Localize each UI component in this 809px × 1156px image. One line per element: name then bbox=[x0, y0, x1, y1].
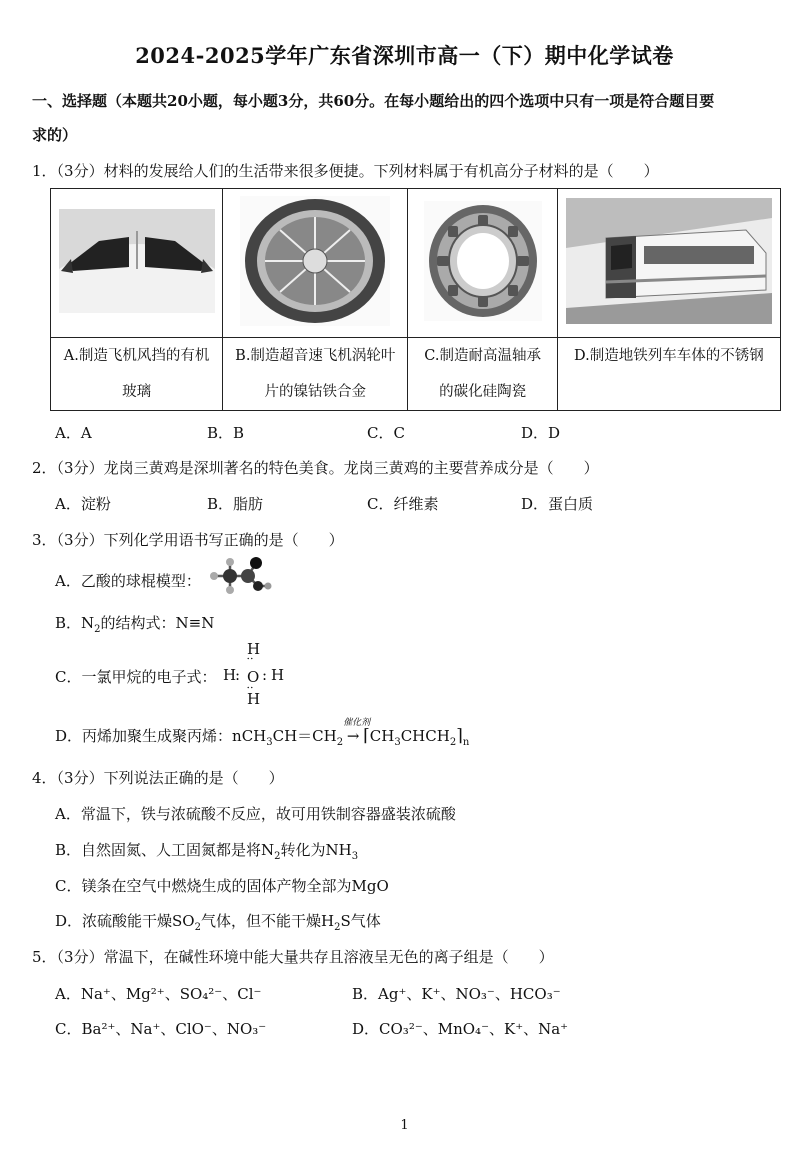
chloromethane-electron-formula bbox=[218, 640, 288, 708]
q3-d-poly2: CHCH bbox=[400, 727, 450, 745]
q1-caption-b-line2: 片的镍钴铁合金 bbox=[264, 384, 367, 400]
q3-option-a: A．乙酸的球棍模型： bbox=[55, 572, 201, 590]
q4-d-post: S气体 bbox=[340, 912, 381, 930]
ef-dots-top: : bbox=[244, 656, 258, 661]
q4-option-d bbox=[55, 910, 381, 933]
q5-option-c: C．Ba²⁺、Na⁺、ClO⁻、NO₃⁻ bbox=[55, 1020, 267, 1038]
q3-d-sub-3a: 3 bbox=[266, 737, 273, 748]
q4-d-text: D．浓硫酸能干燥SO bbox=[55, 912, 195, 930]
q4-option-b bbox=[55, 839, 358, 862]
catalyst-label: 催化剂 bbox=[343, 718, 371, 728]
q3-d-sub-3b: 3 bbox=[394, 737, 401, 748]
q4-d-sub1: 2 bbox=[194, 922, 201, 933]
q2-stem: 2．（3分）龙岗三黄鸡是深圳著名的特色美食。龙岗三黄鸡的主要营养成分是（ ） bbox=[32, 459, 599, 477]
q4-option-a: A．常温下，铁与浓硫酸不反应，故可用铁制容器盛装浓硫酸 bbox=[55, 805, 456, 823]
jet-turbine-image bbox=[240, 196, 390, 326]
q4-d-mid: 气体，但不能干燥H bbox=[200, 912, 335, 930]
ef-dots-left: : bbox=[235, 666, 241, 684]
q3-d-sub-2a: 2 bbox=[336, 737, 344, 748]
q4-b-mid: 转化为NH bbox=[280, 841, 352, 859]
polymer-bracket-right: ⌉ bbox=[456, 726, 463, 746]
q4-stem: 4．（3分）下列说法正确的是（ ） bbox=[32, 769, 284, 787]
page-title: 2024-2025学年广东省深圳市高一（下）期中化学试卷 bbox=[135, 43, 674, 68]
subway-train-image bbox=[566, 198, 772, 324]
q1-option-a: A．A bbox=[55, 424, 92, 442]
q1-caption-a-line2: 玻璃 bbox=[122, 384, 152, 400]
q5-stem: 5．（3分）常温下，在碱性环境中能大量共存且溶液呈无色的离子组是（ ） bbox=[32, 948, 554, 966]
ef-h-right: H bbox=[271, 666, 285, 684]
q4-b-sub1: 2 bbox=[274, 851, 281, 862]
q1-caption-a-line1: A.制造飞机风挡的有机 bbox=[63, 348, 210, 364]
q2-option-a: A．淀粉 bbox=[55, 495, 111, 513]
q3-d-sub-2b: 2 bbox=[449, 737, 457, 748]
q1-caption-c-line1: C.制造耐高温轴承 bbox=[424, 348, 541, 364]
acetic-acid-ball-stick-model bbox=[206, 556, 272, 596]
section-heading-line1: 一、选择题（本题共20小题，每小题3分，共60分。在每小题给出的四个选项中只有一项是符合题目要 bbox=[32, 92, 715, 110]
q5-option-a: A．Na⁺、Mg²⁺、SO₄²⁻、Cl⁻ bbox=[55, 985, 262, 1003]
q3-option-c: C．一氯甲烷的电子式： bbox=[55, 668, 217, 686]
q3-b-subscript: 2 bbox=[94, 624, 101, 635]
q1-image-table bbox=[50, 188, 781, 411]
q2-option-b: B．脂肪 bbox=[207, 495, 264, 513]
section-heading-line2: 求的） bbox=[32, 126, 78, 144]
page-number: 1 bbox=[400, 1118, 409, 1133]
q1-caption-d bbox=[557, 338, 780, 411]
q1-image-b-cell bbox=[223, 189, 408, 338]
q1-image-a-cell bbox=[51, 189, 223, 338]
q3-stem: 3．（3分）下列化学用语书写正确的是（ ） bbox=[32, 531, 344, 549]
airplane-cockpit-image bbox=[59, 209, 215, 313]
q2-option-d: D．蛋白质 bbox=[521, 495, 594, 513]
q1-caption-b bbox=[223, 338, 408, 411]
q3-option-d bbox=[55, 718, 470, 748]
ef-dots-right: : bbox=[262, 666, 268, 684]
q2-option-c: C．纤维素 bbox=[367, 495, 439, 513]
q1-caption-b-line1: B.制造超音速飞机涡轮叶 bbox=[235, 348, 396, 364]
q4-b-sub2: 3 bbox=[351, 851, 359, 862]
q5-option-d: D．CO₃²⁻、MnO₄⁻、K⁺、Na⁺ bbox=[352, 1020, 569, 1038]
q3-d-mid: CH＝CH bbox=[272, 727, 337, 745]
ef-center-atom: O bbox=[247, 668, 260, 686]
arrow-icon: → bbox=[346, 727, 360, 745]
q1-caption-d-line1: D.制造地铁列车车体的不锈钢 bbox=[574, 348, 764, 364]
ef-dots-bottom: : bbox=[244, 685, 258, 690]
q3-b-formula: 的结构式：N≡N bbox=[100, 614, 215, 632]
q1-option-b: B．B bbox=[207, 424, 245, 442]
q1-image-d-cell bbox=[557, 189, 780, 338]
q3-d-text: D．丙烯加聚生成聚丙烯：nCH bbox=[55, 727, 267, 745]
q3-d-poly: CH bbox=[369, 727, 395, 745]
q3-d-reaction-arrow bbox=[343, 718, 371, 745]
q1-stem: 1．（3分）材料的发展给人们的生活带来很多便捷。下列材料属于有机高分子材料的是（ ） bbox=[32, 162, 659, 180]
ef-h-bottom: H bbox=[247, 690, 261, 708]
ef-h-left: H bbox=[223, 666, 237, 684]
q5-option-b: B．Ag⁺、K⁺、NO₃⁻、HCO₃⁻ bbox=[352, 985, 561, 1003]
q3-b-text: B．N bbox=[55, 614, 95, 632]
q4-option-c: C．镁条在空气中燃烧生成的固体产物全部为MgO bbox=[55, 877, 389, 895]
q1-caption-c-line2: 的碳化硅陶瓷 bbox=[439, 384, 527, 400]
q1-option-d: D．D bbox=[521, 424, 561, 442]
q1-option-c: C．C bbox=[367, 424, 405, 442]
q1-caption-c bbox=[408, 338, 557, 411]
q4-d-sub2: 2 bbox=[334, 922, 341, 933]
q1-image-c-cell bbox=[408, 189, 557, 338]
polymer-bracket-left: ⌈ bbox=[363, 726, 370, 746]
q3-option-b bbox=[55, 612, 214, 635]
q1-caption-a bbox=[51, 338, 223, 411]
ef-h-top: H bbox=[247, 640, 261, 658]
q4-b-text: B．自然固氮、人工固氮都是将N bbox=[55, 841, 275, 859]
bearing-image bbox=[424, 201, 542, 321]
q3-d-sub-n: n bbox=[462, 737, 470, 748]
